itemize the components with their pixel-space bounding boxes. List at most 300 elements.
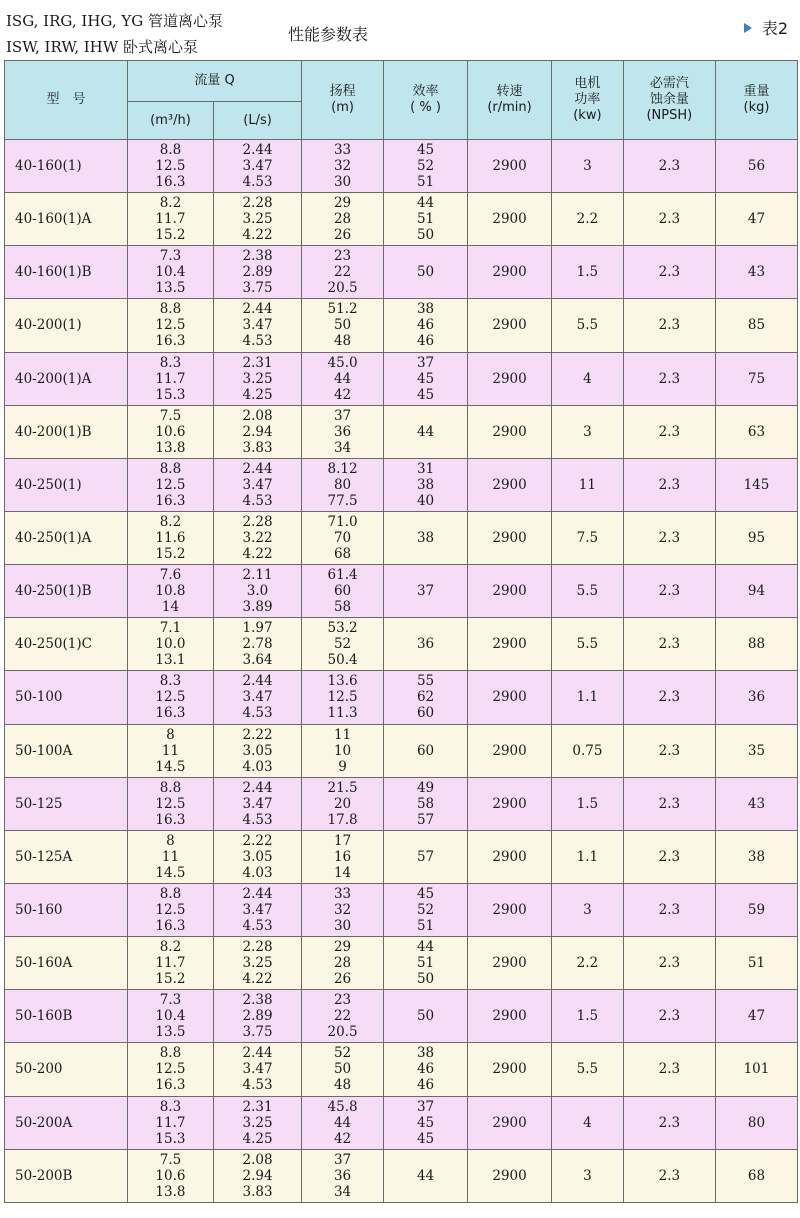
cell-flow-ls bbox=[213, 830, 301, 883]
cell-power: 3 bbox=[552, 883, 624, 936]
cell-speed: 2900 bbox=[468, 990, 552, 1043]
cell-stack bbox=[214, 408, 301, 456]
cell-eff bbox=[384, 140, 468, 193]
cell-model: 40-160(1)A bbox=[5, 193, 128, 246]
cell-value: 44 bbox=[416, 939, 435, 956]
cell-weight: 75 bbox=[715, 352, 797, 405]
cell-value: 8.12 bbox=[327, 460, 358, 477]
npsh-label-2: 蚀余量 bbox=[649, 92, 689, 107]
cell-value: 15.3 bbox=[155, 1130, 186, 1147]
cell-stack bbox=[302, 301, 383, 349]
cell-power: 3 bbox=[552, 140, 624, 193]
col-header-efficiency bbox=[384, 61, 468, 140]
cell-value: 16.3 bbox=[155, 705, 186, 722]
cell-value: 37 bbox=[333, 1151, 352, 1168]
cell-model: 50-200A bbox=[5, 1096, 128, 1149]
cell-head bbox=[302, 937, 384, 990]
cell-power: 1.5 bbox=[552, 246, 624, 299]
cell-eff bbox=[384, 777, 468, 830]
cell-flow-ls bbox=[213, 671, 301, 724]
cell-value: 36 bbox=[333, 423, 352, 440]
weight-unit: (kg) bbox=[743, 100, 770, 115]
table-row bbox=[5, 724, 798, 777]
cell-eff bbox=[384, 565, 468, 618]
table-row bbox=[5, 458, 798, 511]
cell-value: 2.08 bbox=[242, 407, 273, 424]
cell-stack bbox=[302, 780, 383, 828]
cell-stack bbox=[214, 567, 301, 615]
cell-value: 7.5 bbox=[159, 1151, 182, 1168]
cell-npsh: 2.3 bbox=[623, 1096, 715, 1149]
cell-value: 49 bbox=[416, 779, 435, 796]
cell-stack bbox=[128, 355, 213, 403]
performance-table bbox=[4, 60, 798, 1203]
cell-value: 2.44 bbox=[242, 142, 273, 159]
cell-weight: 94 bbox=[715, 565, 797, 618]
cell-value: 3.0 bbox=[246, 583, 269, 600]
cell-value: 52 bbox=[416, 902, 435, 919]
cell-weight: 51 bbox=[715, 937, 797, 990]
cell-value: 3.25 bbox=[242, 1114, 273, 1131]
header-line-2 bbox=[6, 36, 198, 57]
cell-value: 58 bbox=[333, 599, 352, 616]
cell-stack bbox=[302, 142, 383, 190]
cell-npsh: 2.3 bbox=[623, 193, 715, 246]
cell-value: 2.08 bbox=[242, 1151, 273, 1168]
cell-value: 16.3 bbox=[155, 1077, 186, 1094]
cell-value: 4.22 bbox=[242, 227, 273, 244]
cell-value: 2.28 bbox=[242, 195, 273, 212]
cell-weight: 68 bbox=[715, 1149, 797, 1202]
cell-npsh: 2.3 bbox=[623, 724, 715, 777]
table-row bbox=[5, 1043, 798, 1096]
cell-value: 32 bbox=[333, 902, 352, 919]
table-row bbox=[5, 777, 798, 830]
cell-value: 11.7 bbox=[155, 211, 186, 228]
table-row bbox=[5, 140, 798, 193]
cell-value: 4.22 bbox=[242, 971, 273, 988]
cell-stack bbox=[302, 939, 383, 987]
cell-value: 37 bbox=[416, 1098, 435, 1115]
cell-value: 46 bbox=[416, 333, 435, 350]
cell-speed: 2900 bbox=[468, 1096, 552, 1149]
cell-value: 3.64 bbox=[242, 652, 273, 669]
cell-value: 14 bbox=[161, 599, 180, 616]
cell-flow-m3h bbox=[127, 937, 213, 990]
table-row bbox=[5, 1096, 798, 1149]
cell-npsh: 2.3 bbox=[623, 246, 715, 299]
cell-value: 13.8 bbox=[155, 439, 186, 456]
header-line-1 bbox=[6, 10, 223, 31]
cell-value: 4.25 bbox=[242, 386, 273, 403]
cell-model: 40-200(1)B bbox=[5, 405, 128, 458]
col-header-model: 型 号 bbox=[5, 61, 128, 140]
cell-stack bbox=[214, 1152, 301, 1200]
cell-stack bbox=[214, 992, 301, 1040]
cell-model: 40-250(1)B bbox=[5, 565, 128, 618]
cell-value: 11 bbox=[333, 726, 352, 743]
cell-flow-m3h bbox=[127, 246, 213, 299]
cell-stack bbox=[302, 833, 383, 881]
cell-value: 45 bbox=[416, 370, 435, 387]
power-label-2: 功率 bbox=[574, 92, 601, 107]
cell-flow-ls bbox=[213, 193, 301, 246]
table-row bbox=[5, 352, 798, 405]
cell-value: 52 bbox=[416, 158, 435, 175]
cell-stack bbox=[302, 195, 383, 243]
cell-stack bbox=[128, 780, 213, 828]
cell-value: 4.53 bbox=[242, 1077, 273, 1094]
cell-flow-ls bbox=[213, 1096, 301, 1149]
cell-flow-m3h bbox=[127, 671, 213, 724]
cell-stack bbox=[302, 1152, 383, 1200]
header-line2-type: 卧式离心泵 bbox=[122, 38, 198, 56]
cell-weight: 95 bbox=[715, 511, 797, 564]
table-row bbox=[5, 1149, 798, 1202]
cell-value: 8.8 bbox=[159, 779, 182, 796]
cell-value: 16.3 bbox=[155, 174, 186, 191]
cell-value: 12.5 bbox=[155, 795, 186, 812]
cell-flow-ls bbox=[213, 405, 301, 458]
cell-stack bbox=[302, 620, 383, 668]
cell-npsh: 2.3 bbox=[623, 405, 715, 458]
cell-stack bbox=[128, 514, 213, 562]
cell-value: 4.53 bbox=[242, 811, 273, 828]
cell-value: 13.1 bbox=[155, 652, 186, 669]
cell-stack bbox=[384, 743, 467, 759]
cell-stack bbox=[128, 248, 213, 296]
cell-flow-m3h bbox=[127, 193, 213, 246]
cell-stack bbox=[214, 1099, 301, 1147]
cell-value: 71.0 bbox=[327, 514, 358, 531]
cell-stack bbox=[302, 673, 383, 721]
cell-value: 30 bbox=[333, 174, 352, 191]
cell-value: 11.7 bbox=[155, 370, 186, 387]
cell-value: 3.05 bbox=[242, 848, 273, 865]
cell-value: 12.5 bbox=[327, 689, 358, 706]
cell-stack bbox=[128, 673, 213, 721]
cell-weight: 38 bbox=[715, 830, 797, 883]
eff-label: 效率 bbox=[412, 84, 439, 99]
cell-value: 12.5 bbox=[155, 1061, 186, 1078]
cell-power: 11 bbox=[552, 458, 624, 511]
cell-value: 3.47 bbox=[242, 317, 273, 334]
cell-value: 14.5 bbox=[155, 864, 186, 881]
cell-value: 2.89 bbox=[242, 1008, 273, 1025]
cell-stack bbox=[128, 833, 213, 881]
cell-value: 50 bbox=[416, 1008, 435, 1025]
cell-value: 2.31 bbox=[242, 354, 273, 371]
cell-flow-ls bbox=[213, 777, 301, 830]
cell-flow-ls bbox=[213, 1043, 301, 1096]
cell-value: 53.2 bbox=[327, 620, 358, 637]
cell-flow-ls bbox=[213, 937, 301, 990]
col-header-weight bbox=[715, 61, 797, 140]
cell-speed: 2900 bbox=[468, 511, 552, 564]
cell-value: 33 bbox=[333, 886, 352, 903]
cell-stack bbox=[214, 142, 301, 190]
cell-flow-m3h bbox=[127, 352, 213, 405]
cell-value: 11.7 bbox=[155, 955, 186, 972]
cell-speed: 2900 bbox=[468, 405, 552, 458]
cell-head bbox=[302, 299, 384, 352]
cell-speed: 2900 bbox=[468, 352, 552, 405]
cell-stack bbox=[128, 620, 213, 668]
cell-value: 52 bbox=[333, 636, 352, 653]
cell-value: 46 bbox=[416, 317, 435, 334]
table-row bbox=[5, 618, 798, 671]
cell-eff bbox=[384, 299, 468, 352]
cell-flow-m3h bbox=[127, 140, 213, 193]
cell-value: 50 bbox=[416, 971, 435, 988]
cell-stack bbox=[384, 673, 467, 721]
cell-speed: 2900 bbox=[468, 1149, 552, 1202]
cell-stack bbox=[302, 408, 383, 456]
cell-value: 2.22 bbox=[242, 832, 273, 849]
cell-value: 4.03 bbox=[242, 864, 273, 881]
cell-value: 13.5 bbox=[155, 1024, 186, 1041]
cell-npsh: 2.3 bbox=[623, 937, 715, 990]
cell-npsh: 2.3 bbox=[623, 511, 715, 564]
cell-stack bbox=[128, 301, 213, 349]
cell-value: 32 bbox=[333, 158, 352, 175]
table-body bbox=[5, 140, 798, 1203]
cell-value: 7.3 bbox=[159, 248, 182, 265]
cell-value: 8.2 bbox=[159, 514, 182, 531]
page-title: 性能参数表 bbox=[288, 25, 369, 44]
cell-stack bbox=[214, 780, 301, 828]
cell-value: 8.8 bbox=[159, 1045, 182, 1062]
cell-stack bbox=[302, 248, 383, 296]
cell-stack bbox=[128, 195, 213, 243]
table-row bbox=[5, 830, 798, 883]
cell-stack bbox=[384, 939, 467, 987]
cell-stack bbox=[302, 567, 383, 615]
cell-head bbox=[302, 458, 384, 511]
cell-stack bbox=[128, 992, 213, 1040]
cell-model: 50-160 bbox=[5, 883, 128, 936]
col-header-head bbox=[302, 61, 384, 140]
cell-value: 8.2 bbox=[159, 939, 182, 956]
header-line2-models: ISW, IRW, IHW bbox=[6, 38, 119, 56]
cell-value: 16.3 bbox=[155, 811, 186, 828]
cell-value: 10.6 bbox=[155, 1167, 186, 1184]
cell-weight: 88 bbox=[715, 618, 797, 671]
cell-value: 60 bbox=[416, 705, 435, 722]
cell-value: 46 bbox=[416, 1077, 435, 1094]
cell-weight: 36 bbox=[715, 671, 797, 724]
cell-npsh: 2.3 bbox=[623, 458, 715, 511]
cell-stack bbox=[128, 1152, 213, 1200]
cell-value: 3.89 bbox=[242, 599, 273, 616]
page-header bbox=[0, 0, 800, 60]
cell-value: 4.53 bbox=[242, 333, 273, 350]
cell-eff bbox=[384, 1149, 468, 1202]
cell-npsh: 2.3 bbox=[623, 883, 715, 936]
cell-value: 4.25 bbox=[242, 1130, 273, 1147]
cell-value: 13.5 bbox=[155, 280, 186, 297]
cell-head bbox=[302, 777, 384, 830]
cell-head bbox=[302, 830, 384, 883]
cell-head bbox=[302, 618, 384, 671]
cell-stack bbox=[384, 530, 467, 546]
cell-head bbox=[302, 990, 384, 1043]
cell-power: 4 bbox=[552, 1096, 624, 1149]
cell-npsh: 2.3 bbox=[623, 352, 715, 405]
cell-value: 50.4 bbox=[327, 652, 358, 669]
cell-eff bbox=[384, 246, 468, 299]
cell-eff bbox=[384, 830, 468, 883]
cell-value: 12.5 bbox=[155, 902, 186, 919]
cell-eff bbox=[384, 618, 468, 671]
cell-value: 12.5 bbox=[155, 158, 186, 175]
cell-value: 60 bbox=[416, 742, 435, 759]
cell-value: 4.53 bbox=[242, 492, 273, 509]
cell-value: 68 bbox=[333, 546, 352, 563]
cell-speed: 2900 bbox=[468, 246, 552, 299]
cell-value: 4.53 bbox=[242, 174, 273, 191]
cell-value: 12.5 bbox=[155, 317, 186, 334]
col-header-speed bbox=[468, 61, 552, 140]
cell-stack bbox=[128, 886, 213, 934]
npsh-label: 必需汽 bbox=[649, 76, 689, 91]
cell-value: 2.44 bbox=[242, 301, 273, 318]
cell-value: 45 bbox=[416, 142, 435, 159]
cell-value: 61.4 bbox=[327, 567, 358, 584]
cell-stack bbox=[302, 992, 383, 1040]
cell-stack bbox=[214, 886, 301, 934]
cell-value: 8.8 bbox=[159, 460, 182, 477]
cell-value: 23 bbox=[333, 992, 352, 1009]
cell-value: 38 bbox=[416, 301, 435, 318]
table-row bbox=[5, 671, 798, 724]
cell-value: 10.0 bbox=[155, 636, 186, 653]
cell-power: 3 bbox=[552, 405, 624, 458]
speed-unit: (r/min) bbox=[487, 100, 532, 115]
cell-value: 34 bbox=[333, 1183, 352, 1200]
cell-value: 7.3 bbox=[159, 992, 182, 1009]
cell-value: 60 bbox=[333, 583, 352, 600]
cell-value: 16.3 bbox=[155, 918, 186, 935]
cell-value: 46 bbox=[416, 1061, 435, 1078]
cell-value: 8 bbox=[166, 832, 175, 849]
header-line1-models: ISG, IRG, IHG, YG bbox=[6, 12, 144, 30]
cell-eff bbox=[384, 1096, 468, 1149]
cell-value: 37 bbox=[416, 583, 435, 600]
cell-weight: 43 bbox=[715, 777, 797, 830]
cell-value: 42 bbox=[333, 1130, 352, 1147]
cell-stack bbox=[302, 1099, 383, 1147]
cell-weight: 35 bbox=[715, 724, 797, 777]
cell-npsh: 2.3 bbox=[623, 140, 715, 193]
cell-value: 48 bbox=[333, 1077, 352, 1094]
cell-value: 38 bbox=[416, 530, 435, 547]
cell-stack bbox=[128, 567, 213, 615]
cell-stack bbox=[384, 1168, 467, 1184]
cell-npsh: 2.3 bbox=[623, 990, 715, 1043]
cell-weight: 63 bbox=[715, 405, 797, 458]
cell-speed: 2900 bbox=[468, 830, 552, 883]
cell-flow-ls bbox=[213, 458, 301, 511]
cell-stack bbox=[384, 264, 467, 280]
cell-power: 2.2 bbox=[552, 937, 624, 990]
cell-value: 45 bbox=[416, 1130, 435, 1147]
cell-power: 5.5 bbox=[552, 565, 624, 618]
cell-value: 17.8 bbox=[327, 811, 358, 828]
cell-value: 2.28 bbox=[242, 514, 273, 531]
cell-npsh: 2.3 bbox=[623, 565, 715, 618]
cell-value: 8.3 bbox=[159, 1098, 182, 1115]
table-row bbox=[5, 990, 798, 1043]
cell-value: 2.22 bbox=[242, 726, 273, 743]
cell-value: 80 bbox=[333, 476, 352, 493]
cell-stack bbox=[128, 408, 213, 456]
cell-stack bbox=[384, 886, 467, 934]
cell-value: 48 bbox=[333, 333, 352, 350]
cell-eff bbox=[384, 1043, 468, 1096]
cell-value: 20 bbox=[333, 795, 352, 812]
cell-value: 11.6 bbox=[155, 530, 186, 547]
cell-speed: 2900 bbox=[468, 777, 552, 830]
cell-value: 21.5 bbox=[327, 779, 358, 796]
cell-stack bbox=[214, 620, 301, 668]
cell-value: 4.53 bbox=[242, 705, 273, 722]
cell-value: 36 bbox=[333, 1167, 352, 1184]
cell-head bbox=[302, 1096, 384, 1149]
cell-value: 33 bbox=[333, 142, 352, 159]
cell-stack bbox=[384, 1008, 467, 1024]
cell-value: 44 bbox=[416, 195, 435, 212]
cell-flow-m3h bbox=[127, 299, 213, 352]
cell-value: 4.22 bbox=[242, 546, 273, 563]
cell-value: 3.25 bbox=[242, 370, 273, 387]
cell-value: 3.75 bbox=[242, 280, 273, 297]
cell-flow-ls bbox=[213, 883, 301, 936]
cell-stack bbox=[384, 424, 467, 440]
cell-flow-ls bbox=[213, 1149, 301, 1202]
cell-npsh: 2.3 bbox=[623, 830, 715, 883]
cell-weight: 47 bbox=[715, 193, 797, 246]
cell-flow-m3h bbox=[127, 511, 213, 564]
cell-value: 3.47 bbox=[242, 795, 273, 812]
cell-value: 16.3 bbox=[155, 333, 186, 350]
cell-stack bbox=[128, 142, 213, 190]
cell-weight: 43 bbox=[715, 246, 797, 299]
cell-npsh: 2.3 bbox=[623, 671, 715, 724]
cell-value: 11 bbox=[161, 848, 180, 865]
cell-value: 29 bbox=[333, 195, 352, 212]
cell-value: 12.5 bbox=[155, 476, 186, 493]
cell-value: 3.47 bbox=[242, 1061, 273, 1078]
col-header-power bbox=[552, 61, 624, 140]
cell-power: 1.1 bbox=[552, 830, 624, 883]
eff-unit: ( % ) bbox=[410, 100, 441, 115]
cell-head bbox=[302, 246, 384, 299]
cell-value: 1.97 bbox=[242, 620, 273, 637]
cell-value: 3.47 bbox=[242, 902, 273, 919]
cell-stack bbox=[128, 727, 213, 775]
cell-flow-ls bbox=[213, 511, 301, 564]
cell-head bbox=[302, 511, 384, 564]
cell-stack bbox=[384, 142, 467, 190]
cell-power: 4 bbox=[552, 352, 624, 405]
cell-value: 15.3 bbox=[155, 386, 186, 403]
cell-stack bbox=[214, 673, 301, 721]
cell-value: 26 bbox=[333, 227, 352, 244]
cell-power: 1.5 bbox=[552, 777, 624, 830]
col-header-flow: 流量 Q bbox=[127, 61, 301, 102]
table-row bbox=[5, 883, 798, 936]
